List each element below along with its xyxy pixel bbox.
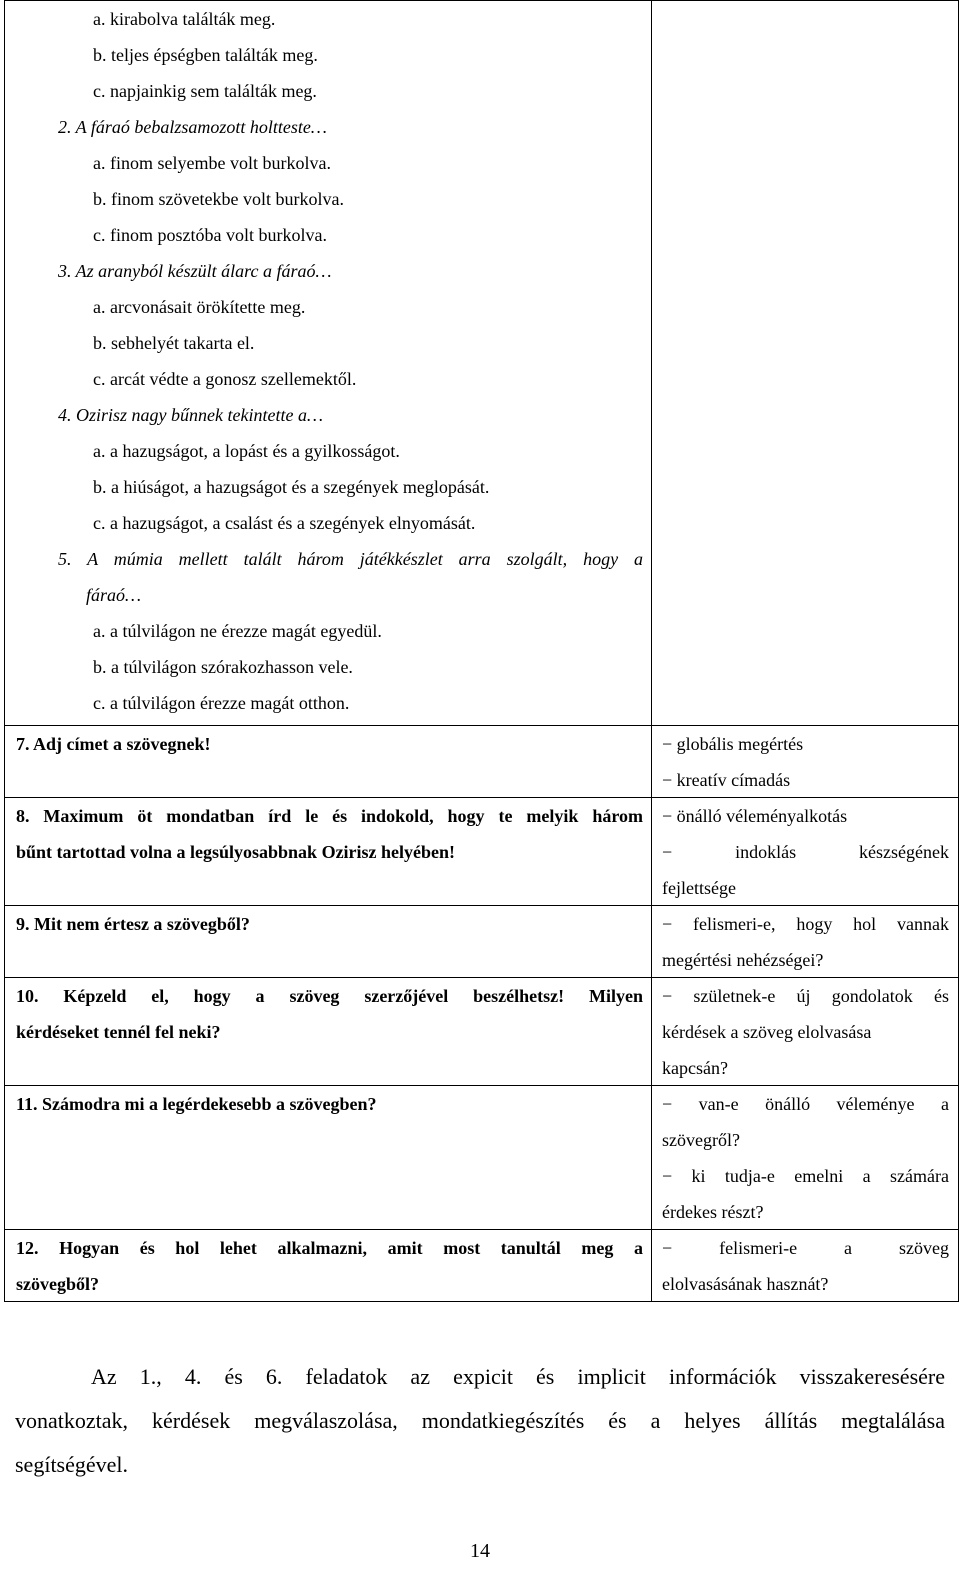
quiz-side-cell <box>652 1 958 725</box>
skill-criterion-line: kapcsán? <box>662 1058 728 1078</box>
quiz-question: 4. Ozirisz nagy bűnnek tekintette a… <box>58 405 323 425</box>
quiz-question: 2. A fáraó bebalzsamozott holtteste… <box>58 117 327 137</box>
skill-criterion-line: − felismeri-e, hogy hol vannak <box>662 914 949 934</box>
skill-criterion-line: fejlettsége <box>662 878 736 898</box>
task-question <box>5 1086 652 1229</box>
paragraph-line: segítségével. <box>15 1452 129 1477</box>
skill-criterion-line: szövegről? <box>662 1130 740 1150</box>
skill-criterion-line: − önálló véleményalkotás <box>662 806 848 826</box>
answer-option: b. a túlvilágon szórakozhasson vele. <box>93 657 353 677</box>
summary-paragraph <box>15 1355 945 1487</box>
skill-criterion-line: érdekes részt? <box>662 1202 764 1222</box>
task-question-line: 9. Mit nem értesz a szövegből? <box>16 914 250 934</box>
task-question-line: szövegből? <box>16 1274 99 1294</box>
answer-option: c. finom posztóba volt burkolva. <box>93 225 327 245</box>
task-question-line: 10. Képzeld el, hogy a szöveg szerzőjével beszélhetsz! Milyen <box>16 986 643 1006</box>
answer-option: a. a túlvilágon ne érezze magát egyedül. <box>93 621 382 641</box>
skill-criterion-line: megértési nehézségei? <box>662 950 824 970</box>
task-question-line: 8. Maximum öt mondatban írd le és indokold, hogy te melyik három <box>16 806 643 826</box>
quiz-row <box>4 0 959 726</box>
task-row <box>4 978 959 1086</box>
task-row <box>4 1086 959 1230</box>
paragraph-line: vonatkoztak, kérdések megválaszolása, mondatkiegészítés és a helyes állítás megtalálása <box>15 1408 945 1433</box>
answer-option: a. kirabolva találták meg. <box>93 9 276 29</box>
answer-option: c. napjainkig sem találták meg. <box>93 81 317 101</box>
assessment-table <box>4 0 959 1302</box>
skill-criteria <box>652 1086 958 1229</box>
answer-option: a. arcvonásait örökítette meg. <box>93 297 306 317</box>
answer-option: b. finom szövetekbe volt burkolva. <box>93 189 344 209</box>
task-row <box>4 726 959 798</box>
answer-option: a. finom selyembe volt burkolva. <box>93 153 331 173</box>
paragraph-line: Az 1., 4. és 6. feladatok az expicit és implicit információk visszakeresésére <box>91 1364 945 1389</box>
skill-criteria <box>652 978 958 1085</box>
skill-criteria <box>652 906 958 977</box>
page-number: 14 <box>470 1540 490 1562</box>
answer-option: c. arcát védte a gonosz szellemektől. <box>93 369 357 389</box>
skill-criteria <box>652 798 958 905</box>
skill-criterion-line: − ki tudja-e emelni a számára <box>662 1166 949 1186</box>
answer-option: b. teljes épségben találták meg. <box>93 45 318 65</box>
answer-option: b. sebhelyét takarta el. <box>93 333 255 353</box>
task-question <box>5 798 652 905</box>
skill-criterion-line: − kreatív címadás <box>662 770 791 790</box>
task-question-line: bűnt tartottad volna a legsúlyosabbnak Ozirisz helyében! <box>16 842 456 862</box>
skill-criteria <box>652 1230 958 1301</box>
task-question-line: kérdéseket tennél fel neki? <box>16 1022 221 1042</box>
answer-option: b. a hiúságot, a hazugságot és a szegények meglopását. <box>93 477 490 497</box>
skill-criteria <box>652 726 958 797</box>
quiz-cell <box>5 1 652 725</box>
skill-criterion-line: elolvasásának hasznát? <box>662 1274 829 1294</box>
answer-option: c. a túlvilágon érezze magát otthon. <box>93 693 350 713</box>
task-row <box>4 1230 959 1302</box>
skill-criterion-line: − születnek-e új gondolatok és <box>662 986 949 1006</box>
task-question-line: 11. Számodra mi a legérdekesebb a szövegben? <box>16 1094 377 1114</box>
task-question <box>5 906 652 977</box>
skill-criterion-line: kérdések a szöveg elolvasása <box>662 1022 872 1042</box>
task-row <box>4 798 959 906</box>
answer-option: a. a hazugságot, a lopást és a gyilkosságot. <box>93 441 400 461</box>
skill-criterion-line: − van-e önálló véleménye a <box>662 1094 949 1114</box>
task-question-line: 12. Hogyan és hol lehet alkalmazni, amit most tanultál meg a <box>16 1238 643 1258</box>
answer-option: c. a hazugságot, a csalást és a szegények elnyomását. <box>93 513 476 533</box>
task-question <box>5 978 652 1085</box>
quiz-question: 5. A múmia mellett talált három játékkészlet arra szolgált, hogy a <box>58 549 643 569</box>
quiz-question: fáraó… <box>86 585 142 605</box>
task-question <box>5 1230 652 1301</box>
task-question <box>5 726 652 797</box>
quiz-question: 3. Az aranyból készült álarc a fáraó… <box>58 261 332 281</box>
skill-criterion-line: − globális megértés <box>662 734 804 754</box>
skill-criterion-line: − indoklás készségének <box>662 842 949 862</box>
task-question-line: 7. Adj címet a szövegnek! <box>16 734 211 754</box>
skill-criterion-line: − felismeri-e a szöveg <box>662 1238 949 1258</box>
task-row <box>4 906 959 978</box>
